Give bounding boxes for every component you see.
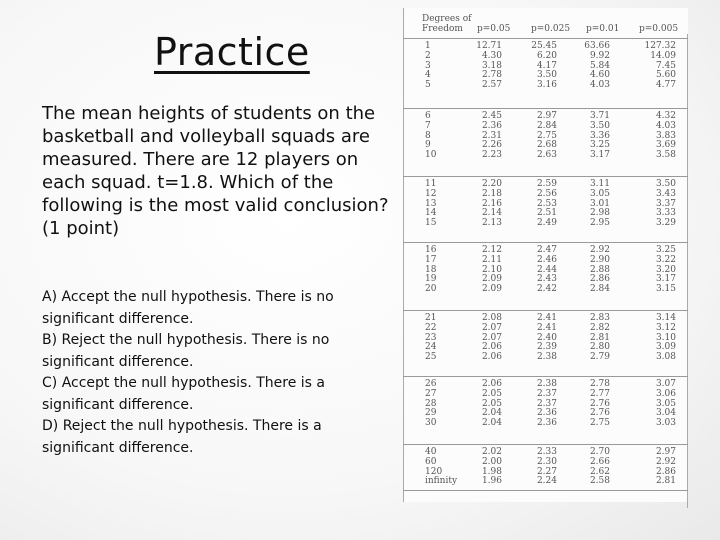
critical-value-cell: 3.17 <box>589 150 610 161</box>
critical-value-cell: 2.95 <box>589 218 610 229</box>
critical-value-cell: 2.24 <box>536 476 557 487</box>
critical-value-cell: 2.59 <box>536 179 557 189</box>
critical-value-cell: 2.81 <box>655 476 676 487</box>
df-cell: 120 <box>425 466 443 477</box>
critical-value-cell: 3.08 <box>655 352 676 363</box>
critical-value-cell: 2.06 <box>481 379 502 389</box>
critical-value-cell: 2.05 <box>481 388 502 399</box>
df-cell: 23 <box>425 332 437 343</box>
slide-title: Practice <box>154 30 310 74</box>
critical-value-cell: 2.26 <box>481 140 502 151</box>
critical-value-cell: 2.98 <box>589 208 610 219</box>
critical-value-cell: 1.98 <box>481 466 502 477</box>
critical-value-cell: 2.76 <box>589 398 610 409</box>
header-p3: p=0.01 <box>586 24 620 34</box>
critical-value-cell: 3.15 <box>655 284 676 295</box>
critical-value-cell: 2.13 <box>481 218 502 229</box>
critical-value-cell: 2.37 <box>536 398 557 409</box>
critical-value-cell: 3.22 <box>655 254 676 265</box>
critical-value-cell: 3.01 <box>589 198 610 209</box>
critical-value-cell: 3.69 <box>655 140 676 151</box>
critical-value-cell: 3.17 <box>655 274 676 285</box>
critical-value-cell: 2.43 <box>536 274 557 285</box>
df-cell: 28 <box>425 398 437 409</box>
critical-value-cell: 2.07 <box>481 322 502 333</box>
df-cell: 9 <box>425 140 431 151</box>
critical-value-cell: 4.03 <box>589 80 610 91</box>
table-row-group <box>403 42 688 91</box>
critical-value-cell: 3.71 <box>589 111 610 121</box>
critical-value-cell: 2.06 <box>481 342 502 353</box>
critical-value-cell: 2.36 <box>536 408 557 419</box>
critical-value-cell: 14.09 <box>650 50 676 61</box>
critical-value-cell: 2.09 <box>481 274 502 285</box>
critical-value-cell: 2.39 <box>536 342 557 353</box>
critical-value-cell: 2.62 <box>589 466 610 477</box>
critical-value-cell: 2.16 <box>481 198 502 209</box>
critical-value-cell: 2.38 <box>536 379 557 389</box>
table-divider <box>403 108 688 109</box>
df-cell: 30 <box>425 418 437 429</box>
critical-value-cell: 2.44 <box>536 264 557 275</box>
critical-value-cell: 3.05 <box>589 188 610 199</box>
critical-value-cell: 3.14 <box>655 313 676 323</box>
critical-value-cell: 2.27 <box>536 466 557 477</box>
critical-value-cell: 2.80 <box>589 342 610 353</box>
df-cell: 2 <box>425 50 431 61</box>
df-cell: 8 <box>425 130 431 141</box>
critical-value-cell: 3.50 <box>655 179 676 189</box>
critical-value-cell: 2.66 <box>589 456 610 467</box>
critical-value-cell: 2.07 <box>481 332 502 343</box>
critical-value-cell: 2.10 <box>481 264 502 275</box>
critical-value-cell: 2.81 <box>589 332 610 343</box>
critical-value-cell: 3.50 <box>589 120 610 131</box>
critical-value-cell: 2.77 <box>589 388 610 399</box>
df-cell: 17 <box>425 254 437 265</box>
table-divider <box>403 444 688 445</box>
critical-value-cell: 3.11 <box>589 179 610 189</box>
critical-value-cell: 2.83 <box>589 313 610 323</box>
df-cell: 18 <box>425 264 437 275</box>
df-cell: 20 <box>425 284 437 295</box>
df-cell: 22 <box>425 322 437 333</box>
choice-b: B) Reject the null hypothesis. There is no significant difference. <box>42 332 330 370</box>
table-divider <box>403 38 688 39</box>
critical-value-cell: 2.79 <box>589 352 610 363</box>
df-cell: 14 <box>425 208 437 219</box>
df-cell: infinity <box>425 476 458 487</box>
critical-value-cell: 2.41 <box>536 322 557 333</box>
df-cell: 16 <box>425 245 437 255</box>
critical-value-cell: 3.03 <box>655 418 676 429</box>
critical-value-cell: 2.70 <box>589 447 610 457</box>
critical-value-cell: 2.14 <box>481 208 502 219</box>
critical-value-cell: 2.84 <box>536 120 557 131</box>
df-cell: 1 <box>425 41 431 51</box>
critical-value-cell: 3.36 <box>589 130 610 141</box>
critical-value-cell: 4.03 <box>655 120 676 131</box>
critical-value-cell: 3.16 <box>536 80 557 91</box>
critical-value-cell: 3.58 <box>655 150 676 161</box>
critical-value-cell: 2.33 <box>536 447 557 457</box>
critical-value-cell: 2.00 <box>481 456 502 467</box>
df-cell: 13 <box>425 198 437 209</box>
critical-value-cell: 3.29 <box>655 218 676 229</box>
df-cell: 10 <box>425 150 437 161</box>
table-row-group <box>403 246 688 295</box>
table-row-group <box>403 380 688 429</box>
critical-value-cell: 2.51 <box>536 208 557 219</box>
choice-c: C) Accept the null hypothesis. There is a significant difference. <box>42 375 325 413</box>
critical-value-cell: 2.04 <box>481 408 502 419</box>
critical-value-cell: 5.60 <box>655 70 676 81</box>
critical-value-cell: 3.09 <box>655 342 676 353</box>
table-header <box>403 10 688 38</box>
critical-value-cell: 2.09 <box>481 284 502 295</box>
df-cell: 60 <box>425 456 437 467</box>
header-p4: p=0.005 <box>639 24 679 34</box>
critical-value-cell: 25.45 <box>531 41 557 51</box>
table-row-group <box>403 314 688 363</box>
critical-value-cell: 2.37 <box>536 388 557 399</box>
critical-value-cell: 3.12 <box>655 322 676 333</box>
critical-value-cell: 3.43 <box>655 188 676 199</box>
critical-value-cell: 3.37 <box>655 198 676 209</box>
table-divider <box>403 376 688 377</box>
answer-choices <box>42 287 392 459</box>
df-cell: 11 <box>425 179 437 189</box>
choice-d: D) Reject the null hypothesis. There is a significant difference. <box>42 418 322 456</box>
critical-value-cell: 7.45 <box>655 60 676 71</box>
critical-value-cell: 2.38 <box>536 352 557 363</box>
critical-value-cell: 5.84 <box>589 60 610 71</box>
critical-value-cell: 2.18 <box>481 188 502 199</box>
df-cell: 25 <box>425 352 437 363</box>
critical-value-cell: 2.31 <box>481 130 502 141</box>
critical-value-cell: 2.49 <box>536 218 557 229</box>
critical-value-cell: 9.92 <box>589 50 610 61</box>
critical-value-cell: 2.23 <box>481 150 502 161</box>
critical-value-cell: 2.63 <box>536 150 557 161</box>
critical-value-cell: 127.32 <box>644 41 676 51</box>
df-cell: 19 <box>425 274 437 285</box>
df-cell: 40 <box>425 447 437 457</box>
critical-value-cell: 2.05 <box>481 398 502 409</box>
critical-value-cell: 2.82 <box>589 322 610 333</box>
critical-value-cell: 2.46 <box>536 254 557 265</box>
critical-value-cell: 2.36 <box>536 418 557 429</box>
critical-value-cell: 2.30 <box>536 456 557 467</box>
critical-value-cell: 3.18 <box>481 60 502 71</box>
critical-value-cell: 2.04 <box>481 418 502 429</box>
critical-value-cell: 2.57 <box>481 80 502 91</box>
critical-value-cell: 2.86 <box>655 466 676 477</box>
critical-value-cell: 2.41 <box>536 313 557 323</box>
critical-value-cell: 2.45 <box>481 111 502 121</box>
critical-value-cell: 3.25 <box>589 140 610 151</box>
df-cell: 12 <box>425 188 437 199</box>
question-text: The mean heights of students on the basketball and volleyball squads are measured. There are 12 players on each squad. t=1.8. Which of the following is the most valid conclusion? (1 point) <box>42 103 389 239</box>
table-row <box>403 151 688 161</box>
header-df-line1: Degrees of <box>422 14 472 24</box>
critical-value-cell: 2.75 <box>536 130 557 141</box>
critical-value-cell: 2.12 <box>481 245 502 255</box>
critical-value-cell: 2.53 <box>536 198 557 209</box>
critical-value-cell: 1.96 <box>481 476 502 487</box>
critical-value-cell: 3.10 <box>655 332 676 343</box>
critical-value-cell: 2.02 <box>481 447 502 457</box>
critical-value-cell: 2.88 <box>589 264 610 275</box>
choice-a: A) Accept the null hypothesis. There is no significant difference. <box>42 289 334 327</box>
critical-value-cell: 2.47 <box>536 245 557 255</box>
critical-value-cell: 2.40 <box>536 332 557 343</box>
critical-value-cell: 2.84 <box>589 284 610 295</box>
critical-value-cell: 3.05 <box>655 398 676 409</box>
critical-value-cell: 3.83 <box>655 130 676 141</box>
df-cell: 5 <box>425 80 431 91</box>
critical-value-cell: 2.20 <box>481 179 502 189</box>
df-cell: 6 <box>425 111 431 121</box>
critical-value-cell: 4.32 <box>655 111 676 121</box>
critical-value-cell: 4.17 <box>536 60 557 71</box>
df-cell: 26 <box>425 379 437 389</box>
df-cell: 27 <box>425 388 437 399</box>
critical-value-cell: 3.50 <box>536 70 557 81</box>
critical-value-cell: 3.25 <box>655 245 676 255</box>
table-divider <box>403 310 688 311</box>
critical-value-cell: 2.68 <box>536 140 557 151</box>
table-row-group <box>403 112 688 161</box>
table-row-group <box>403 448 688 487</box>
critical-value-cell: 2.86 <box>589 274 610 285</box>
critical-value-cell: 3.04 <box>655 408 676 419</box>
df-cell: 15 <box>425 218 437 229</box>
table-divider <box>403 242 688 243</box>
critical-value-cell: 4.60 <box>589 70 610 81</box>
table-row-group <box>403 180 688 229</box>
critical-value-cell: 2.56 <box>536 188 557 199</box>
critical-value-cell: 6.20 <box>536 50 557 61</box>
critical-value-cell: 2.92 <box>589 245 610 255</box>
critical-value-cell: 2.36 <box>481 120 502 131</box>
critical-value-cell: 2.11 <box>481 254 502 265</box>
df-cell: 29 <box>425 408 437 419</box>
t-distribution-table <box>403 8 688 502</box>
df-cell: 21 <box>425 313 437 323</box>
critical-value-cell: 3.20 <box>655 264 676 275</box>
table-row <box>403 353 688 363</box>
header-p2: p=0.025 <box>531 24 571 34</box>
table-row <box>403 219 688 229</box>
critical-value-cell: 3.33 <box>655 208 676 219</box>
critical-value-cell: 2.90 <box>589 254 610 265</box>
df-cell: 3 <box>425 60 431 71</box>
critical-value-cell: 63.66 <box>584 41 610 51</box>
critical-value-cell: 2.97 <box>536 111 557 121</box>
critical-value-cell: 2.08 <box>481 313 502 323</box>
critical-value-cell: 12.71 <box>476 41 502 51</box>
critical-value-cell: 3.07 <box>655 379 676 389</box>
table-row <box>403 285 688 295</box>
critical-value-cell: 2.06 <box>481 352 502 363</box>
critical-value-cell: 2.76 <box>589 408 610 419</box>
header-df-line2: Freedom <box>422 24 463 34</box>
critical-value-cell: 4.77 <box>655 80 676 91</box>
df-cell: 4 <box>425 70 431 81</box>
critical-value-cell: 2.78 <box>481 70 502 81</box>
critical-value-cell: 2.97 <box>655 447 676 457</box>
table-row <box>403 419 688 429</box>
df-cell: 7 <box>425 120 431 131</box>
critical-value-cell: 2.78 <box>589 379 610 389</box>
critical-value-cell: 2.92 <box>655 456 676 467</box>
table-row <box>403 81 688 91</box>
table-divider <box>403 490 688 491</box>
df-cell: 24 <box>425 342 437 353</box>
table-divider <box>403 176 688 177</box>
header-p1: p=0.05 <box>477 24 511 34</box>
critical-value-cell: 2.58 <box>589 476 610 487</box>
critical-value-cell: 4.30 <box>481 50 502 61</box>
critical-value-cell: 2.42 <box>536 284 557 295</box>
critical-value-cell: 3.06 <box>655 388 676 399</box>
table-row <box>403 477 688 487</box>
critical-value-cell: 2.75 <box>589 418 610 429</box>
